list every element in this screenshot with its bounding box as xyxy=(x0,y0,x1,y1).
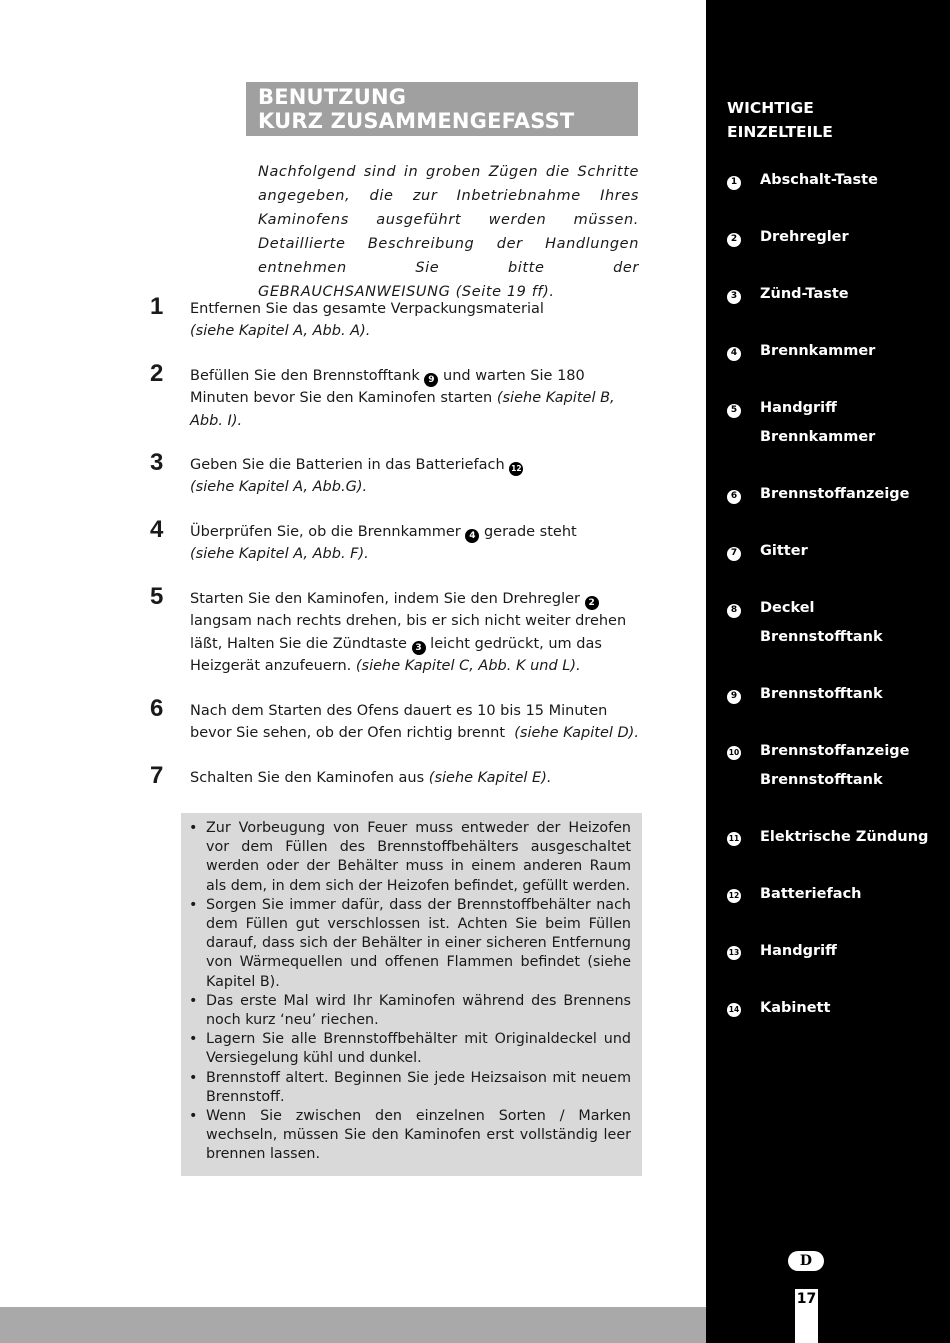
step-reference: (siehe Kapitel A, Abb. A). xyxy=(190,323,371,340)
part-number-marker: 9 xyxy=(727,690,741,704)
step-number: 6 xyxy=(150,695,164,722)
step-text-part: Schalten Sie den Kaminofen aus xyxy=(190,770,425,786)
part-number-marker: 6 xyxy=(727,490,741,504)
part-number-marker: 5 xyxy=(727,404,741,418)
step-text-part: gerade steht xyxy=(483,524,577,540)
part-number-marker: 2 xyxy=(727,233,741,247)
step-text-part: leicht gedrückt, um das Heizgerät anzufeuern. xyxy=(190,635,602,674)
step-reference: (siehe Kapitel B, Abb. I). xyxy=(190,390,615,429)
list-item: • Brennstoff altert. Beginnen Sie jede Heizsaison mit neuem Brennstoff. xyxy=(189,1069,631,1107)
part-number-marker: 1 xyxy=(727,176,741,190)
sidebar-title xyxy=(727,96,833,144)
part-label: Handgriff xyxy=(760,943,837,959)
part-ref-marker: 4 xyxy=(465,529,479,543)
page-title-line2: KURZ ZUSAMMENGEFASST xyxy=(258,109,575,133)
list-item xyxy=(727,480,942,509)
part-label: Brennstoffanzeige xyxy=(760,486,910,502)
step-number: 3 xyxy=(150,449,164,476)
part-label: Zünd-Taste xyxy=(760,286,849,302)
list-item xyxy=(727,280,942,309)
step-text xyxy=(190,298,640,343)
part-number-marker: 7 xyxy=(727,547,741,561)
step-number: 2 xyxy=(150,360,164,387)
part-number-marker: 13 xyxy=(727,946,741,960)
part-label: Brennstofftank xyxy=(760,772,883,788)
list-item: • Lagern Sie alle Brennstoffbehälter mit Originaldeckel und Versiegelung kühl und dunkel. xyxy=(189,1030,631,1068)
sidebar-title-line1: WICHTIGE xyxy=(727,99,814,117)
part-number-marker: 10 xyxy=(727,746,741,760)
part-label: Brennkammer xyxy=(760,343,876,359)
list-item: • Das erste Mal wird Ihr Kaminofen während des Brennens noch kurz ‘neu’ riechen. xyxy=(189,992,631,1030)
part-label: Batteriefach xyxy=(760,886,862,902)
list-item xyxy=(727,394,942,452)
part-label: Gitter xyxy=(760,543,808,559)
list-item xyxy=(727,680,942,709)
step-reference: (siehe Kapitel A, Abb.G). xyxy=(190,479,368,496)
list-item xyxy=(727,594,942,652)
step-reference: (siehe Kapitel A, Abb. F). xyxy=(190,546,369,563)
step-text-part: Nach dem Starten des Ofens dauert es 10 bis 15 Minuten bevor Sie sehen, ob der Ofen richtig brennt xyxy=(190,703,608,742)
part-label: Elektrische Zündung xyxy=(760,829,929,845)
language-badge: D xyxy=(788,1251,824,1271)
step-text-part: Überprüfen Sie, ob die Brennkammer xyxy=(190,524,461,540)
part-label: Deckel xyxy=(760,600,815,616)
step-text xyxy=(190,521,640,566)
part-label: Brennstoffanzeige xyxy=(760,743,910,759)
part-ref-marker: 9 xyxy=(424,373,438,387)
step-number: 5 xyxy=(150,583,164,610)
list-item xyxy=(727,880,942,909)
part-label: Brennstofftank xyxy=(760,629,883,645)
part-label: Kabinett xyxy=(760,1000,831,1016)
list-item xyxy=(727,166,942,195)
list-item xyxy=(727,337,942,366)
list-item xyxy=(727,737,942,795)
list-item xyxy=(727,537,942,566)
step-number: 4 xyxy=(150,516,164,543)
parts-sidebar xyxy=(706,0,950,1343)
list-item xyxy=(727,937,942,966)
step-text xyxy=(190,767,640,789)
safety-notes-list xyxy=(189,819,631,1165)
part-number-marker: 8 xyxy=(727,604,741,618)
part-number-marker: 14 xyxy=(727,1003,741,1017)
step-reference: (siehe Kapitel C, Abb. K und L). xyxy=(355,657,581,674)
list-item xyxy=(727,223,942,252)
page-number: 17 xyxy=(795,1289,818,1343)
part-ref-marker: 3 xyxy=(412,641,426,655)
step-text-part: Entfernen Sie das gesamte Verpackungsmaterial xyxy=(190,301,544,317)
step-reference: (siehe Kapitel D). xyxy=(514,725,639,742)
parts-list xyxy=(727,166,942,1023)
safety-notes-box xyxy=(181,813,642,1176)
part-number-marker: 3 xyxy=(727,290,741,304)
part-label: Brennstofftank xyxy=(760,686,883,702)
part-number-marker: 11 xyxy=(727,832,741,846)
step-text-part: Geben Sie die Batterien in das Batteriefach xyxy=(190,457,505,473)
part-number-marker: 4 xyxy=(727,347,741,361)
part-ref-marker: 12 xyxy=(509,462,523,476)
part-label: Drehregler xyxy=(760,229,849,245)
bottom-gray-bar xyxy=(0,1307,706,1343)
step-text-part: langsam nach rechts drehen, bis er sich nicht weiter drehen läßt, Halten Sie die Zündtaste xyxy=(190,613,627,652)
step-text xyxy=(190,588,640,677)
step-reference: (siehe Kapitel E). xyxy=(428,770,552,786)
sidebar-title-line2: EINZELTEILE xyxy=(727,123,833,141)
intro-paragraph: Nachfolgend sind in groben Zügen die Schritte angegeben, die zur Inbetriebnahme Ihres Kaminofens ausgeführt werden müssen. Detaillierte Beschreibung der Handlungen entnehmen Sie bitte der GEBRAUCHSANWEISUNG (Seite 19 ff). xyxy=(258,164,639,300)
step-text-part: und warten Sie 180 Minuten bevor Sie den Kaminofen starten xyxy=(190,368,585,407)
list-item: • Sorgen Sie immer dafür, dass der Brennstoffbehälter nach dem Füllen gut verschlossen ist. Achten Sie beim Füllen darauf, dass sich der Behälter in einer sicheren Entfernung von Wärmequellen und offenen Flammen befindet (siehe Kapitel B). xyxy=(189,896,631,992)
part-ref-marker: 2 xyxy=(585,596,599,610)
list-item xyxy=(727,823,942,852)
step-text xyxy=(190,365,640,432)
list-item: • Wenn Sie zwischen den einzelnen Sorten / Marken wechseln, müssen Sie den Kaminofen erst vollständig leer brennen lassen. xyxy=(189,1107,631,1165)
step-text xyxy=(190,454,640,499)
list-item xyxy=(727,994,942,1023)
page-title xyxy=(246,82,638,136)
step-text-part: Befüllen Sie den Brennstofftank xyxy=(190,368,420,384)
step-number: 7 xyxy=(150,762,164,789)
step-number: 1 xyxy=(150,293,164,320)
part-number-marker: 12 xyxy=(727,889,741,903)
part-label: Handgriff xyxy=(760,400,837,416)
page-title-line1: BENUTZUNG xyxy=(258,85,407,109)
part-label: Brennkammer xyxy=(760,429,876,445)
list-item: • Zur Vorbeugung von Feuer muss entweder der Heizofen vor dem Füllen des Brennstoffbehälters ausgeschaltet werden oder der Behälter muss in einem anderen Raum als dem, in dem sich der Heizofen befindet, gefüllt werden. xyxy=(189,819,631,896)
part-label: Abschalt-Taste xyxy=(760,172,878,188)
step-text xyxy=(190,700,640,745)
step-text-part: Starten Sie den Kaminofen, indem Sie den Drehregler xyxy=(190,591,580,607)
